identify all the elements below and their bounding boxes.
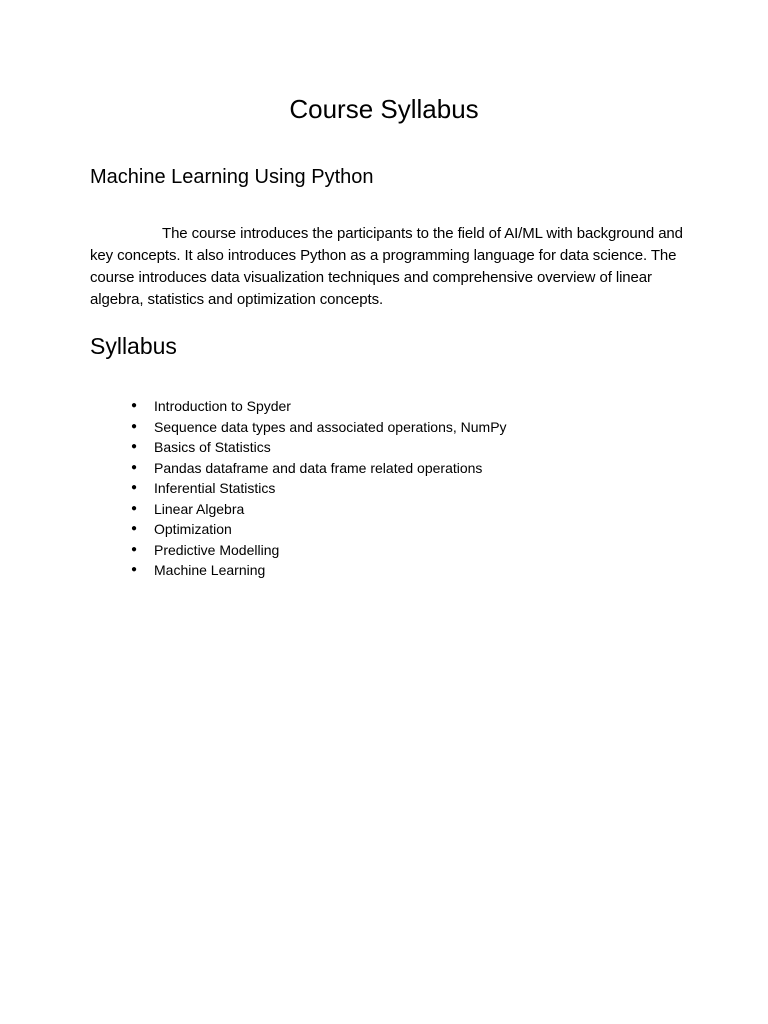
list-item <box>131 478 507 499</box>
list-item-label: Pandas dataframe and data frame related operations <box>154 459 483 476</box>
syllabus-heading: Syllabus <box>90 333 177 359</box>
course-name: Machine Learning Using Python <box>90 166 374 188</box>
list-item <box>131 396 507 417</box>
list-item <box>131 417 507 438</box>
list-item <box>131 540 507 561</box>
bullet-icon: ● <box>131 523 138 534</box>
page-title: Course Syllabus <box>289 94 479 124</box>
bullet-icon: ● <box>131 461 138 473</box>
list-item <box>131 458 507 479</box>
list-item-label: Basics of Statistics <box>154 439 271 455</box>
list-item <box>131 519 507 540</box>
list-item <box>131 560 507 581</box>
bullet-icon: ● <box>131 502 138 514</box>
list-item-label: Optimization <box>154 521 232 537</box>
bullet-icon: ● <box>131 543 138 555</box>
list-item-label: Inferential Statistics <box>154 480 276 496</box>
bullet-icon: ● <box>131 400 138 411</box>
bullet-icon: ● <box>131 482 138 493</box>
list-item <box>131 499 507 520</box>
list-item-label: Introduction to Spyder <box>154 398 291 414</box>
list-item-label: Sequence data types and associated operations, NumPy <box>154 418 507 435</box>
bullet-icon: ● <box>131 420 138 432</box>
bullet-icon: ● <box>131 564 138 575</box>
syllabus-list <box>131 396 507 581</box>
list-item-label: Machine Learning <box>154 562 266 578</box>
bullet-icon: ● <box>131 441 138 452</box>
list-item <box>131 437 507 458</box>
list-item-label: Predictive Modelling <box>154 541 280 558</box>
list-item-label: Linear Algebra <box>154 500 245 517</box>
course-description: The course introduces the participants to the field of AI/ML with background and key concepts. It also introduces Python as a programming language for data science. The course introduces data visualization techniques and comprehensive overview of linear algebra, statistics and optimization concepts. <box>90 225 683 308</box>
